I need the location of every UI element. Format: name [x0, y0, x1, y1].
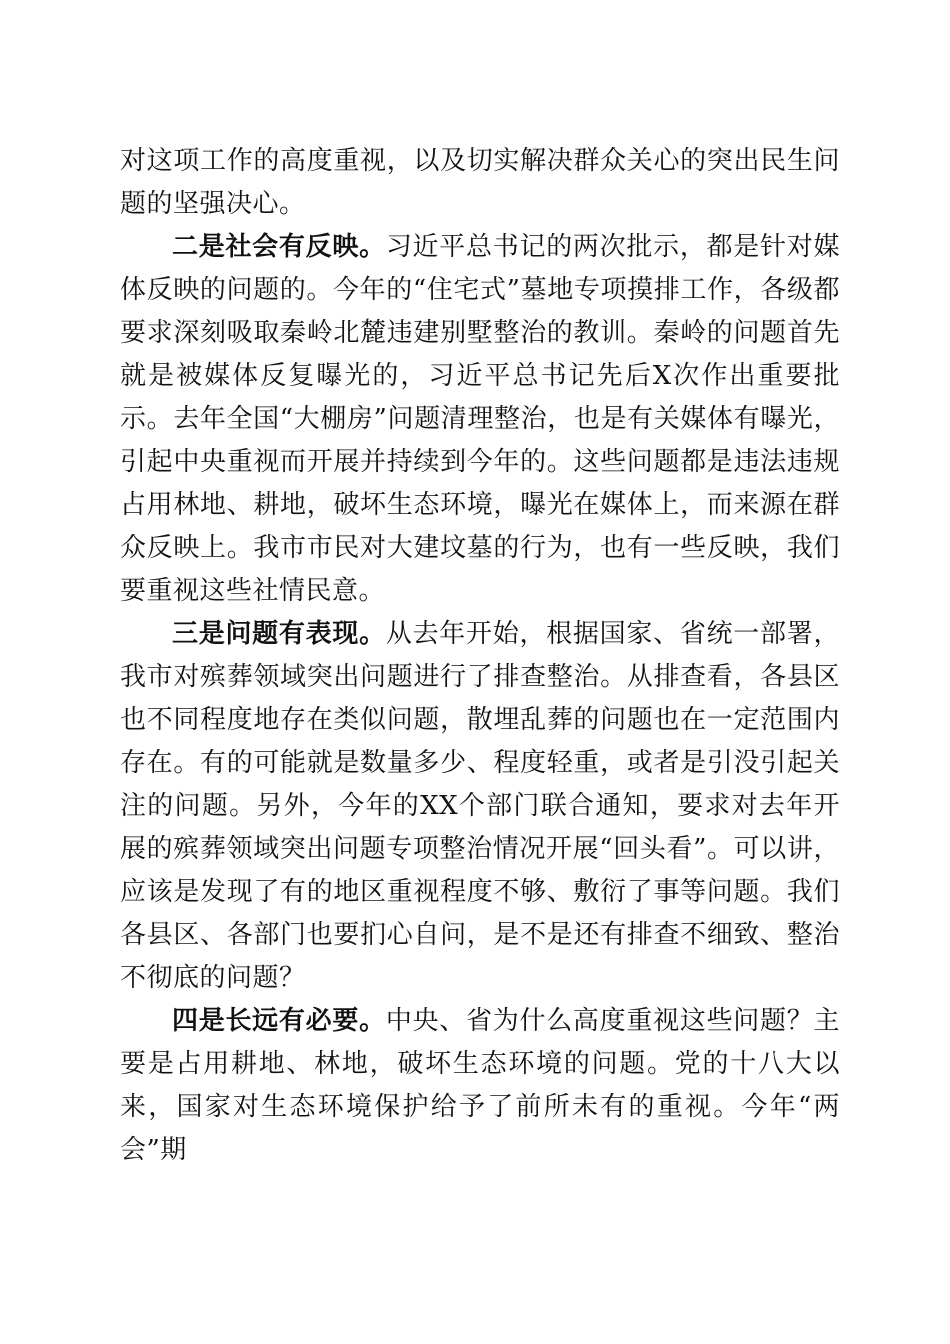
paragraph-text: 习近平总书记的两次批示，都是针对媒体反映的问题的。今年的“住宅式”墓地专项摸排工作，各级都要求深刻吸取秦岭北麓违建别墅整治的教训。秦岭的问题首先就是被媒体反复曝光的，习近平总书记先后X次作出重要批示。去年全国“大棚房”问题清理整治，也是有关媒体有曝光，引起中央重视而开展并持续到今年的。这些问题都是违法违规占用林地、耕地，破坏生态环境，曝光在媒体上，而来源在群众反映上。我市市民对大建坟墓的行为，也有一些反映，我们要重视这些社情民意。 — [120, 232, 840, 606]
paragraph-social-reaction — [120, 226, 840, 613]
paragraph-problem-manifest — [120, 613, 840, 1000]
paragraph-lead: 三是问题有表现。 — [172, 619, 386, 649]
paragraph-continuation — [120, 140, 840, 226]
paragraph-text: 对这项工作的高度重视，以及切实解决群众关心的突出民生问题的坚强决心。 — [120, 146, 840, 219]
document-body — [120, 140, 840, 1172]
paragraph-lead: 二是社会有反映。 — [172, 232, 386, 262]
paragraph-lead: 四是长远有必要。 — [172, 1006, 386, 1036]
paragraph-text: 中央、省为什么高度重视这些问题？主要是占用耕地、林地，破坏生态环境的问题。党的十八大以来，国家对生态环境保护给予了前所未有的重视。今年“两会”期 — [120, 1006, 840, 1165]
paragraph-long-term-necessity — [120, 1000, 840, 1172]
paragraph-text: 从去年开始，根据国家、省统一部署，我市对殡葬领域突出问题进行了排查整治。从排查看，各县区也不同程度地存在类似问题，散埋乱葬的问题也在一定范围内存在。有的可能就是数量多少、程度轻重，或者是引没引起关注的问题。另外，今年的XX个部门联合通知，要求对去年开展的殡葬领域突出问题专项整治情况开展“回头看”。可以讲，应该是发现了有的地区重视程度不够、敷衍了事等问题。我们各县区、各部门也要扪心自问，是不是还有排查不细致、整治不彻底的问题？ — [120, 619, 840, 993]
